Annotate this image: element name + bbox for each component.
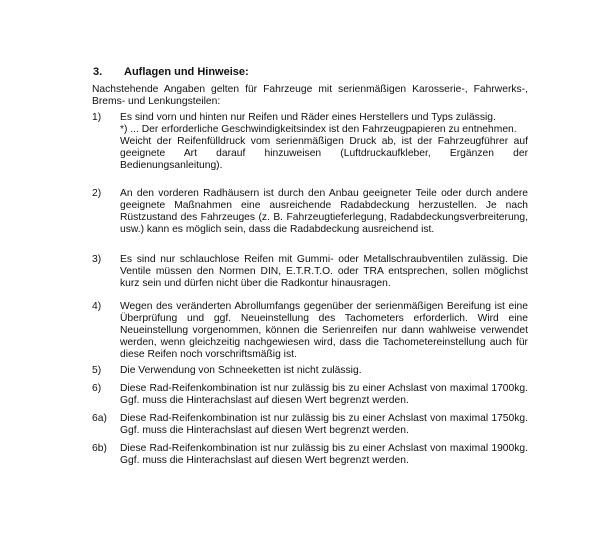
item-paragraph: Weicht der Reifenfülldruck vom serienmäßigen Druck ab, ist der Fahrzeugführer auf geeignete Art darauf hinzuweisen (Luftdruckaufkleber, Ergänzen der Bedienungsanleitung). — [120, 136, 528, 171]
item-number: 4) — [92, 301, 102, 312]
item-paragraph: Diese Rad-Reifenkombination ist nur zulässig bis zu einer Achslast von maximal 1750kg. Ggf. muss die Hinterachslast auf diesen Wert begrenzt werden. — [120, 413, 528, 436]
item-number: 3) — [92, 254, 102, 265]
list-item — [92, 112, 528, 172]
list-item — [92, 365, 528, 377]
intro-paragraph: Nachstehende Angaben gelten für Fahrzeuge mit serienmäßigen Karosserie-, Fahrwerks-, Brems- und Lenkungsteilen: — [92, 84, 528, 107]
item-paragraph: *) ... Der erforderliche Geschwindigkeitsindex ist den Fahrzeugpapieren zu entnehmen. — [120, 124, 517, 135]
list-item — [92, 443, 528, 467]
section-number: 3. — [93, 66, 103, 78]
item-paragraph: Es sind vorn und hinten nur Reifen und Räder eines Herstellers und Typs zulässig. — [120, 112, 496, 123]
item-number: 2) — [92, 188, 102, 199]
item-body — [120, 254, 528, 290]
item-body — [120, 443, 528, 467]
list-item — [92, 383, 528, 407]
section-title: Auflagen und Hinweise: — [124, 66, 249, 78]
item-body — [120, 383, 528, 407]
item-body — [120, 301, 528, 361]
item-paragraph: Die Verwendung von Schneeketten ist nicht zulässig. — [120, 365, 362, 376]
item-paragraph: Wegen des veränderten Abrollumfangs gegenüber der serienmäßigen Bereifung ist eine Überprüfung und ggf. Neueinstellung des Tachometers erforderlich. Wird eine Neueinstellung vorgenommen, können die Serienreifen nur dann wahlweise verwendet werden, wenn gleichzeitig nachgewiesen wird, dass die Tachometereinstellung auch für diese Reifen noch vorschriftsmäßig ist. — [120, 301, 528, 360]
item-number: 5) — [92, 365, 102, 376]
item-body — [120, 112, 528, 172]
item-number: 1) — [92, 112, 102, 123]
list-item — [92, 254, 528, 290]
item-paragraph: Diese Rad-Reifenkombination ist nur zulässig bis zu einer Achslast von maximal 1700kg. Ggf. muss die Hinterachslast auf diesen Wert begrenzt werden. — [120, 383, 528, 406]
list-item — [92, 413, 528, 437]
item-paragraph: Diese Rad-Reifenkombination ist nur zulässig bis zu einer Achslast von maximal 1900kg. Ggf. muss die Hinterachslast auf diesen Wert begrenzt werden. — [120, 443, 528, 466]
item-body — [120, 188, 528, 236]
item-paragraph: An den vorderen Radhäusern ist durch den Anbau geeigneter Teile oder durch andere geeignete Maßnahmen eine ausreichende Radabdeckung herzustellen. Je nach Rüstzustand des Fahrzeuges (z. B. Fahrzeugtieferlegung, Radabdeckungsverbreiterung, usw.) kann es möglich sein, dass die Radabdeckung ausreichend ist. — [120, 188, 528, 235]
item-number: 6b) — [92, 443, 107, 454]
item-paragraph: Es sind nur schlauchlose Reifen mit Gummi- oder Metallschraubventilen zulässig. Die Ventile müssen den Normen DIN, E.T.R.T.O. oder TRA entsprechen, sollen möglichst kurz sein und dürfen nicht über die Radkontur hinausragen. — [120, 254, 528, 289]
list-item — [92, 301, 528, 361]
item-number: 6) — [92, 383, 102, 394]
item-number: 6a) — [92, 413, 107, 424]
list-item — [92, 188, 528, 236]
item-body — [120, 413, 528, 437]
item-body — [120, 365, 528, 377]
